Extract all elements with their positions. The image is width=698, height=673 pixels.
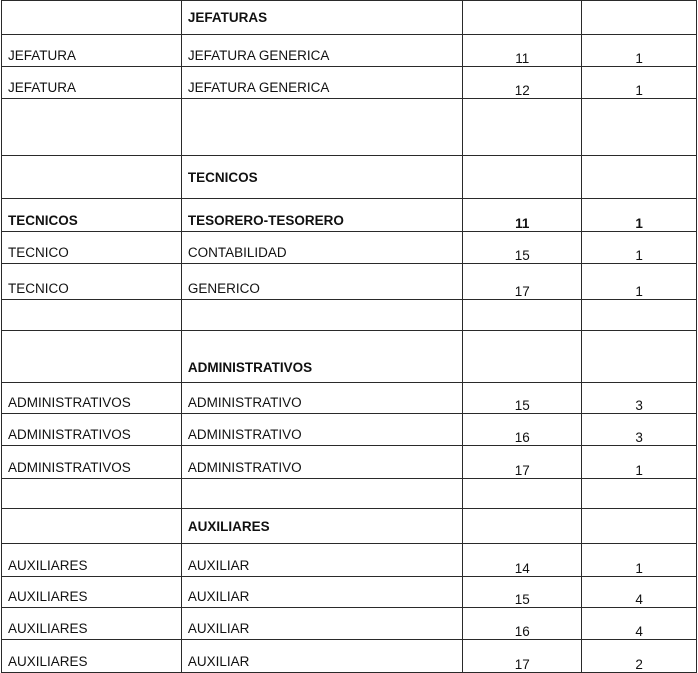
level-cell: 17 bbox=[463, 446, 582, 479]
count-cell bbox=[582, 479, 697, 509]
table-row bbox=[2, 608, 697, 640]
table-row bbox=[2, 446, 697, 479]
level-cell bbox=[463, 300, 582, 331]
count-cell: 3 bbox=[582, 383, 697, 414]
count-cell bbox=[582, 509, 697, 544]
count-cell: 4 bbox=[582, 577, 697, 608]
count-cell: 1 bbox=[582, 232, 697, 264]
position-cell: ADMINISTRATIVO bbox=[181, 446, 462, 479]
category-cell bbox=[2, 479, 182, 509]
table-row bbox=[2, 414, 697, 446]
table-row bbox=[2, 35, 697, 67]
section-title: TECNICOS bbox=[181, 156, 462, 199]
staffing-table bbox=[1, 0, 697, 673]
level-cell: 12 bbox=[463, 67, 582, 99]
section-header-row bbox=[2, 156, 697, 199]
category-cell: AUXILIARES bbox=[2, 577, 182, 608]
category-cell bbox=[2, 300, 182, 331]
section-header-row bbox=[2, 509, 697, 544]
level-cell: 15 bbox=[463, 232, 582, 264]
section-header-row bbox=[2, 1, 697, 35]
count-cell bbox=[582, 156, 697, 199]
count-cell: 3 bbox=[582, 414, 697, 446]
level-cell bbox=[463, 331, 582, 383]
position-cell bbox=[181, 99, 462, 156]
level-cell bbox=[463, 509, 582, 544]
count-cell: 2 bbox=[582, 640, 697, 673]
count-cell: 1 bbox=[582, 446, 697, 479]
count-cell bbox=[582, 300, 697, 331]
table-row bbox=[2, 67, 697, 99]
position-cell: GENERICO bbox=[181, 264, 462, 300]
level-cell: 15 bbox=[463, 577, 582, 608]
level-cell: 11 bbox=[463, 35, 582, 67]
position-cell: ADMINISTRATIVO bbox=[181, 414, 462, 446]
position-cell: AUXILIAR bbox=[181, 640, 462, 673]
category-cell: AUXILIARES bbox=[2, 640, 182, 673]
position-cell: TESORERO-TESORERO bbox=[181, 199, 462, 232]
section-header-row bbox=[2, 331, 697, 383]
table-row bbox=[2, 544, 697, 577]
spacer-row bbox=[2, 479, 697, 509]
category-cell: JEFATURA bbox=[2, 35, 182, 67]
category-cell: ADMINISTRATIVOS bbox=[2, 446, 182, 479]
table-row bbox=[2, 199, 697, 232]
position-cell: CONTABILIDAD bbox=[181, 232, 462, 264]
category-cell bbox=[2, 1, 182, 35]
table-row bbox=[2, 577, 697, 608]
section-title: AUXILIARES bbox=[181, 509, 462, 544]
position-cell: JEFATURA GENERICA bbox=[181, 35, 462, 67]
category-cell: TECNICO bbox=[2, 264, 182, 300]
level-cell bbox=[463, 99, 582, 156]
count-cell: 1 bbox=[582, 544, 697, 577]
category-cell bbox=[2, 331, 182, 383]
category-cell bbox=[2, 156, 182, 199]
category-cell: JEFATURA bbox=[2, 67, 182, 99]
position-cell bbox=[181, 300, 462, 331]
table-row bbox=[2, 640, 697, 673]
level-cell: 11 bbox=[463, 199, 582, 232]
category-cell bbox=[2, 509, 182, 544]
level-cell: 15 bbox=[463, 383, 582, 414]
position-cell: ADMINISTRATIVO bbox=[181, 383, 462, 414]
category-cell bbox=[2, 99, 182, 156]
level-cell bbox=[463, 1, 582, 35]
count-cell: 1 bbox=[582, 264, 697, 300]
level-cell: 17 bbox=[463, 640, 582, 673]
count-cell bbox=[582, 99, 697, 156]
staffing-table-body bbox=[2, 1, 697, 673]
count-cell bbox=[582, 1, 697, 35]
level-cell bbox=[463, 479, 582, 509]
count-cell: 4 bbox=[582, 608, 697, 640]
position-cell: AUXILIAR bbox=[181, 577, 462, 608]
count-cell: 1 bbox=[582, 199, 697, 232]
table-row bbox=[2, 232, 697, 264]
level-cell bbox=[463, 156, 582, 199]
spacer-row bbox=[2, 300, 697, 331]
position-cell: AUXILIAR bbox=[181, 608, 462, 640]
level-cell: 16 bbox=[463, 414, 582, 446]
count-cell bbox=[582, 331, 697, 383]
category-cell: TECNICOS bbox=[2, 199, 182, 232]
category-cell: ADMINISTRATIVOS bbox=[2, 383, 182, 414]
table-row bbox=[2, 383, 697, 414]
level-cell: 17 bbox=[463, 264, 582, 300]
position-cell: AUXILIAR bbox=[181, 544, 462, 577]
position-cell: JEFATURA GENERICA bbox=[181, 67, 462, 99]
category-cell: ADMINISTRATIVOS bbox=[2, 414, 182, 446]
spacer-row bbox=[2, 99, 697, 156]
count-cell: 1 bbox=[582, 67, 697, 99]
section-title: ADMINISTRATIVOS bbox=[181, 331, 462, 383]
category-cell: TECNICO bbox=[2, 232, 182, 264]
count-cell: 1 bbox=[582, 35, 697, 67]
table-row bbox=[2, 264, 697, 300]
category-cell: AUXILIARES bbox=[2, 608, 182, 640]
position-cell bbox=[181, 479, 462, 509]
level-cell: 14 bbox=[463, 544, 582, 577]
level-cell: 16 bbox=[463, 608, 582, 640]
section-title: JEFATURAS bbox=[181, 1, 462, 35]
category-cell: AUXILIARES bbox=[2, 544, 182, 577]
